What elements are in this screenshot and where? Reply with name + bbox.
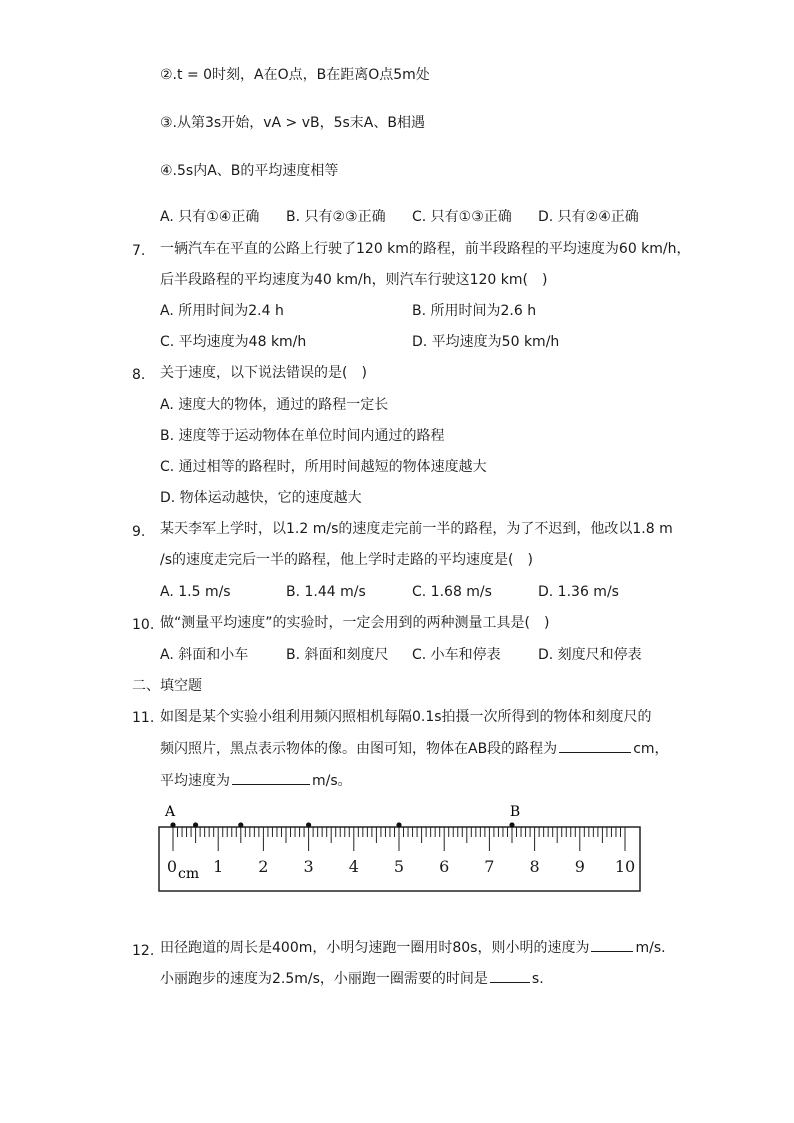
q10-stem: 做“测量平均速度”的实验时，一定会用到的两种测量工具是( )	[160, 615, 550, 631]
object-image-dot	[193, 822, 198, 827]
q12-stem-line1	[160, 937, 666, 958]
object-image-dot	[170, 822, 175, 827]
q7-number: 7.	[132, 243, 146, 259]
q9-option-b: B. 1.44 m/s	[286, 584, 366, 600]
q6-option-d: D. 只有②④正确	[538, 209, 639, 225]
q7-stem-line2: 后半段路程的平均速度为40 km/h，则汽车行驶这120 km( )	[160, 272, 548, 288]
object-image-dot	[306, 822, 311, 827]
q11-blank-speed[interactable]	[232, 770, 310, 785]
q9-option-c: C. 1.68 m/s	[412, 584, 492, 600]
q11-stem-line3	[160, 770, 352, 791]
ruler-unit-label: cm	[178, 866, 200, 882]
q12-number: 12.	[132, 943, 155, 959]
object-image-dot	[509, 822, 514, 827]
q9-number: 9.	[132, 524, 146, 540]
q10-option-d: D. 刻度尺和停表	[538, 647, 642, 663]
object-image-dot	[238, 822, 243, 827]
q11-line3-unit: m/s。	[312, 773, 352, 789]
ruler-tick-label: 1	[213, 857, 224, 876]
q10-option-b: B. 斜面和刻度尺	[286, 647, 389, 663]
ruler-label-b: B	[509, 804, 521, 820]
section-title-fill-blank: 二、填空题	[132, 678, 202, 694]
q12-line1-unit: m/s.	[635, 940, 666, 956]
ruler-tick-label: 7	[484, 857, 495, 876]
q8-number: 8.	[132, 367, 146, 383]
q6-option-a: A. 只有①④正确	[160, 209, 260, 225]
ruler-label-a: A	[164, 804, 176, 820]
ruler-tick-label: 5	[393, 857, 405, 876]
q12-line2-unit: s.	[531, 971, 544, 987]
q9-stem-line1: 某天李军上学时，以1.2 m/s的速度走完前一半的路程，为了不迟到，他改以1.8 m	[160, 521, 673, 537]
ruler-tick-label: 2	[258, 857, 269, 876]
ruler-svg	[155, 800, 645, 895]
q11-blank-distance[interactable]	[559, 738, 631, 753]
q8-option-b: B. 速度等于运动物体在单位时间内通过的路程	[160, 428, 445, 444]
q12-line1-text: 田径跑道的周长是400m，小明匀速跑一圈用时80s，则小明的速度为	[160, 940, 590, 956]
statement-4: ④.5s内A、B的平均速度相等	[160, 163, 339, 179]
ruler-tick-label: 8	[529, 857, 540, 876]
statement-2: ②.t = 0时刻，A在O点，B在距离O点5m处	[160, 67, 430, 83]
q10-option-c: C. 小车和停表	[412, 647, 501, 663]
object-image-dot	[396, 822, 401, 827]
q7-option-a: A. 所用时间为2.4 h	[160, 303, 284, 319]
q12-blank-speed[interactable]	[591, 937, 633, 952]
q7-option-b: B. 所用时间为2.6 h	[412, 303, 537, 319]
q7-option-d: D. 平均速度为50 km/h	[412, 334, 560, 350]
q9-option-d: D. 1.36 m/s	[538, 584, 619, 600]
q11-stem-line2	[160, 738, 669, 759]
statement-3: ③.从第3s开始，vA > vB，5s末A、B相遇	[160, 115, 425, 131]
q6-option-c: C. 只有①③正确	[412, 209, 512, 225]
ruler-tick-label: 4	[348, 857, 359, 876]
q11-stem-line1: 如图是某个实验小组利用频闪照相机每隔0.1s拍摄一次所得到的物体和刻度尺的	[160, 709, 652, 725]
q12-stem-line2	[160, 968, 544, 989]
q10-number: 10.	[132, 617, 155, 633]
ruler-tick-label: 9	[574, 857, 585, 876]
q9-option-a: A. 1.5 m/s	[160, 584, 231, 600]
ruler-tick-label: 6	[439, 857, 450, 876]
ruler-figure	[155, 800, 645, 895]
q7-stem-line1: 一辆汽车在平直的公路上行驶了120 km的路程，前半段路程的平均速度为60 km/h，	[160, 241, 691, 257]
q8-option-d: D. 物体运动越快，它的速度越大	[160, 490, 362, 506]
q12-line2-text: 小丽跑步的速度为2.5m/s，小丽跑一圈需要的时间是	[160, 971, 488, 987]
ruler-tick-label: 0	[166, 857, 178, 876]
q9-stem-line2: /s的速度走完后一半的路程，他上学时走路的平均速度是( )	[160, 552, 533, 568]
ruler-tick-label: 10	[614, 857, 636, 876]
q10-option-a: A. 斜面和小车	[160, 647, 249, 663]
q11-line2-text: 频闪照片，黑点表示物体的像。由图可知，物体在AB段的路程为	[160, 741, 558, 757]
ruler-tick-label: 3	[303, 857, 314, 876]
q12-blank-time[interactable]	[490, 968, 530, 983]
q11-line2-unit: cm，	[633, 741, 669, 757]
q7-option-c: C. 平均速度为48 km/h	[160, 334, 307, 350]
q8-stem: 关于速度，以下说法错误的是( )	[160, 365, 367, 381]
q8-option-c: C. 通过相等的路程时，所用时间越短的物体速度越大	[160, 459, 487, 475]
q11-number: 11.	[132, 710, 155, 726]
q8-option-a: A. 速度大的物体，通过的路程一定长	[160, 397, 389, 413]
q6-option-b: B. 只有②③正确	[286, 209, 386, 225]
q11-line3-text: 平均速度为	[160, 773, 230, 789]
